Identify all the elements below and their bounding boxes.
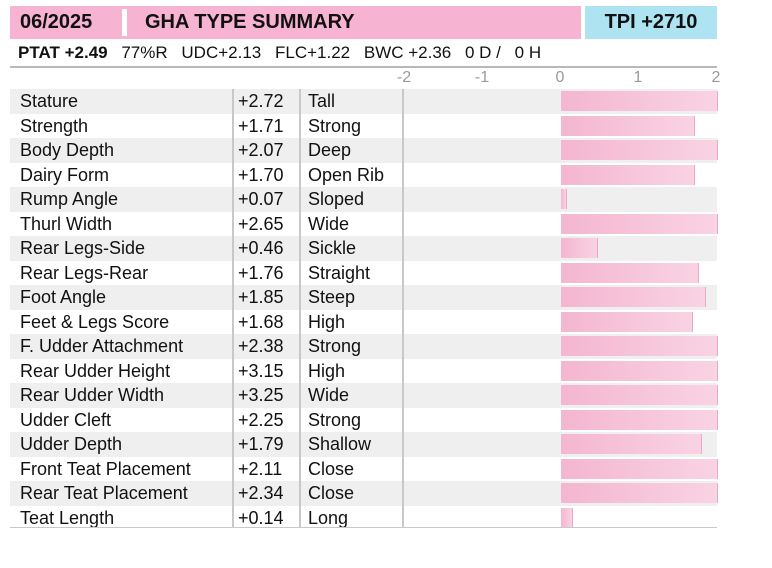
trait-value: +2.38 [238,336,284,356]
trait-bar [561,385,718,405]
trait-value: +1.85 [238,287,284,307]
trait-value: +0.07 [238,189,284,209]
trait-descriptor: High [308,311,346,332]
trait-row [10,261,717,286]
chart-left-border [402,89,404,527]
trait-value: +3.25 [238,385,284,405]
trait-bar [561,336,718,356]
trait-name: Dairy Form [20,164,109,185]
trait-descriptor: Steep [308,287,356,307]
type-trait-table [10,89,717,530]
trait-row [10,359,717,384]
trait-row [10,383,717,408]
udc-value: UDC+2.13 [181,43,262,62]
trait-bar [561,410,718,430]
trait-name: Rump Angle [20,189,119,209]
trait-value: +3.15 [238,360,284,381]
trait-name: Udder Depth [20,434,123,454]
trait-row [10,163,717,188]
trait-bar [561,165,695,185]
trait-name: Rear Udder Height [20,360,171,381]
x-tick-label: -1 [474,69,490,86]
trait-bar [561,189,567,209]
trait-bar [561,116,695,136]
trait-value: +1.68 [238,311,284,332]
trait-value: +2.34 [238,483,284,503]
trait-descriptor: Close [308,483,355,503]
trait-bar [561,238,598,258]
trait-name: Rear Teat Placement [20,483,188,503]
trait-row [10,187,717,212]
trait-bar [561,459,718,479]
ptat-value: PTAT +2.49 [18,43,108,62]
trait-descriptor: Close [308,458,355,479]
x-tick-label: 2 [711,69,721,86]
x-tick-label: -2 [396,69,412,86]
trait-name: Strength [20,115,89,136]
trait-descriptor: Open Rib [308,164,385,185]
daughters-value: 0 D / [465,43,501,62]
trait-descriptor: Long [308,507,349,528]
trait-bar [561,434,702,454]
trait-name: Body Depth [20,140,115,160]
trait-descriptor: Straight [308,262,371,283]
trait-bar [561,287,706,307]
trait-row [10,236,717,261]
trait-descriptor: Strong [308,409,362,430]
trait-row [10,481,717,506]
trait-name: Feet & Legs Score [20,311,170,332]
trait-bar [561,312,693,332]
trait-bar [561,508,573,528]
trait-name: Rear Legs-Side [20,238,146,258]
trait-name: Teat Length [20,507,115,528]
trait-name: Front Teat Placement [20,458,191,479]
trait-name: Rear Udder Width [20,385,165,405]
trait-row [10,334,717,359]
x-tick-label: 1 [633,69,643,86]
trait-row [10,310,717,335]
trait-name: Thurl Width [20,213,113,234]
trait-row [10,89,717,114]
trait-row [10,457,717,482]
trait-value: +1.71 [238,115,284,136]
trait-descriptor: Strong [308,115,362,136]
table-bottom-rule [10,527,717,528]
summary-line [18,42,550,64]
trait-value: +1.70 [238,164,284,185]
value-column-divider [232,89,234,527]
trait-descriptor: Tall [308,91,336,111]
herds-value: 0 H [514,43,542,62]
flc-value: FLC+1.22 [274,43,351,62]
x-tick-label: 0 [555,69,565,86]
trait-row [10,408,717,433]
trait-value: +2.72 [238,91,284,111]
descriptor-column-divider [299,89,301,527]
reliability-value: 77%R [121,43,168,62]
trait-row [10,432,717,457]
trait-value: +0.14 [238,507,284,528]
trait-name: Stature [20,91,79,111]
trait-descriptor: Sloped [308,189,365,209]
trait-value: +1.76 [238,262,284,283]
trait-row [10,138,717,163]
trait-value: +0.46 [238,238,284,258]
trait-descriptor: Shallow [308,434,372,454]
trait-descriptor: Wide [308,385,350,405]
trait-row [10,285,717,310]
trait-value: +2.11 [238,458,283,479]
trait-value: +2.65 [238,213,284,234]
header-separator [122,9,127,36]
trait-name: Foot Angle [20,287,107,307]
trait-bar [561,140,718,160]
bwc-value: BWC +2.36 [363,43,452,62]
trait-bar [561,91,718,111]
trait-descriptor: Deep [308,140,352,160]
trait-row [10,114,717,139]
trait-name: F. Udder Attachment [20,336,184,356]
trait-value: +1.79 [238,434,284,454]
trait-row [10,212,717,237]
trait-descriptor: Wide [308,213,350,234]
trait-bar [561,214,718,234]
trait-bar [561,263,699,283]
trait-bar [561,361,718,381]
trait-value: +2.25 [238,409,284,430]
trait-bar [561,483,718,503]
trait-descriptor: Strong [308,336,362,356]
tpi-badge: TPI +2710 [581,6,717,39]
report-date: 06/2025 [20,11,93,33]
trait-name: Udder Cleft [20,409,112,430]
trait-value: +2.07 [238,140,284,160]
trait-name: Rear Legs-Rear [20,262,149,283]
report-title: GHA TYPE SUMMARY [145,11,355,33]
header-bar [10,6,717,39]
summary-divider [10,66,717,68]
trait-descriptor: High [308,360,346,381]
trait-descriptor: Sickle [308,238,357,258]
